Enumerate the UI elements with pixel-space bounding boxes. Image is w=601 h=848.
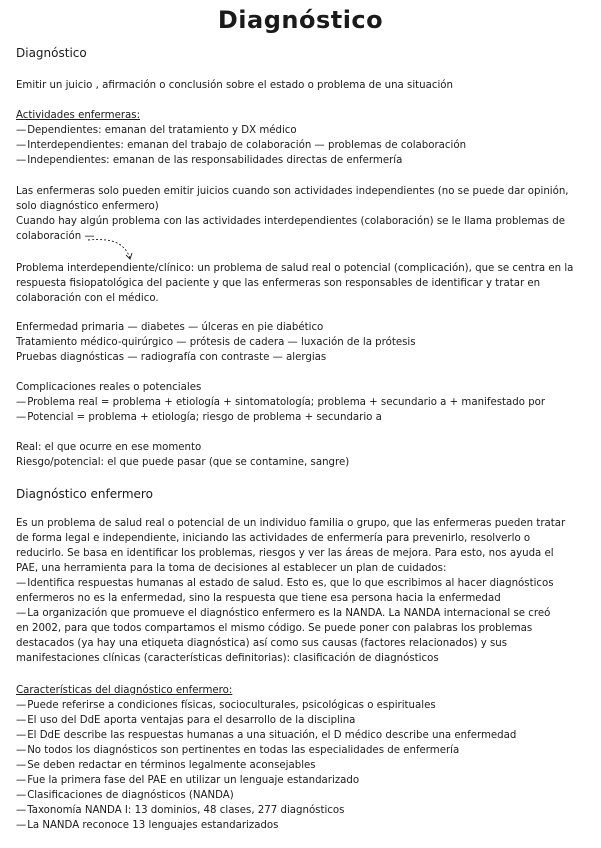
activity-item: — Interdependientes: emanan del trabajo de colaboración — problemas de colaboración (16, 139, 466, 152)
characteristic-item: — La NANDA reconoce 13 lenguajes estandarizados (16, 819, 278, 832)
activity-item: — Dependientes: emanan del tratamiento y DX médico (16, 124, 297, 137)
characteristic-item: — Taxonomía NANDA I: 13 dominios, 48 clases, 277 diagnósticos (16, 804, 344, 817)
bullet-line: enfermeros no es la enfermedad, sino la respuesta que tiene esa persona hacia la enfermedad (16, 593, 501, 604)
paragraph-line: Cuando hay algún problema con las actividades interdependientes (colaboración) se le llama problemas de (16, 216, 565, 227)
page-title: Diagnóstico (217, 6, 384, 34)
paragraph-line: Problema interdependiente/clínico: un problema de salud real o potencial (complicación), que se centra en la (16, 263, 574, 274)
characteristic-item: — Fue la primera fase del PAE en utilizar un lenguaje estandarizado (16, 774, 359, 787)
paragraph-line: colaboración con el médico. (16, 293, 159, 304)
characteristics-title: Características del diagnóstico enfermero: (16, 685, 233, 696)
characteristic-item: — No todos los diagnósticos son pertinentes en todas las especialidades de enfermería (16, 744, 459, 757)
paragraph-line: Es un problema de salud real o potencial de un individuo familia o grupo, que las enfermeras pueden tratar (16, 518, 566, 529)
section-heading-diagnostico-enfermero: Diagnóstico enfermero (16, 487, 153, 501)
characteristic-item: — Clasificaciones de diagnósticos (NANDA) (16, 789, 234, 802)
section-heading-diagnostico: Diagnóstico (16, 46, 87, 60)
definition-line: Real: el que ocurre en ese momento (16, 442, 202, 453)
example-line: Pruebas diagnósticas — radiografía con contraste — alergias (16, 352, 327, 363)
characteristic-item: — Puede referirse a condiciones físicas, socioculturales, psicológicas o espirituales (16, 699, 436, 712)
bullet-line: manifestaciones clínicas (características definitorias): clasificación de diagnósticos (16, 653, 439, 664)
bullet-line: en 2002, para que todos compartamos el mismo código. Se puede poner con palabras los problemas (16, 623, 533, 634)
paragraph-line: PAE, una herramienta para la toma de decisiones al establecer un plan de cuidados: (16, 563, 447, 574)
paragraph-line: Las enfermeras solo pueden emitir juicios cuando son actividades independientes (no se puede dar opinión, (16, 186, 569, 197)
definition-line: Riesgo/potencial: el que puede pasar (que se contamine, sangre) (16, 457, 350, 468)
characteristic-item: — El DdE describe las respuestas humanas a una situación, el D médico describe una enfermedad (16, 729, 516, 742)
complication-item: — Problema real = problema + etiología + sintomatología; problema + secundario a + manifestado por (16, 396, 545, 409)
paragraph-line: respuesta fisiopatológica del paciente y que las enfermeras son responsables de identificar y tratar en (16, 278, 541, 289)
definition-text: Emitir un juicio , afirmación o conclusión sobre el estado o problema de una situación (16, 80, 453, 91)
complication-item: — Potencial = problema + etiología; riesgo de problema + secundario a (16, 411, 382, 424)
paragraph-line: de forma legal e independiente, iniciando las actividades de enfermería para prevenirlo, resolverlo o (16, 533, 531, 544)
activities-title: Actividades enfermeras: (16, 110, 141, 121)
paragraph-line: colaboración — (16, 231, 95, 242)
bullet-line: — Identifica respuestas humanas al estado de salud. Esto es, que lo que escribimos al hacer diagnósticos (16, 577, 554, 590)
bullet-line: destacados (ya hay una etiqueta diagnóstica) así como sus causas (factores relacionados) y sus (16, 638, 508, 649)
complications-title: Complicaciones reales o potenciales (16, 382, 202, 393)
example-line: Tratamiento médico-quirúrgico — prótesis de cadera — luxación de la prótesis (16, 337, 416, 348)
paragraph-line: solo diagnóstico enfermero) (16, 201, 159, 212)
paragraph-line: reducirlo. Se basa en identificar los problemas, riesgos y ver las áreas de mejora. Para esto, nos ayuda el (16, 548, 554, 559)
characteristic-item: — Se deben redactar en términos legalmente aconsejables (16, 759, 316, 772)
bullet-line: — La organización que promueve el diagnóstico enfermero es la NANDA. La NANDA internacional se creó (16, 607, 550, 620)
example-line: Enfermedad primaria — diabetes — úlceras en pie diabético (16, 322, 324, 333)
activity-item: — Independientes: emanan de las responsabilidades directas de enfermería (16, 154, 402, 167)
characteristic-item: — El uso del DdE aporta ventajas para el desarrollo de la disciplina (16, 714, 355, 727)
